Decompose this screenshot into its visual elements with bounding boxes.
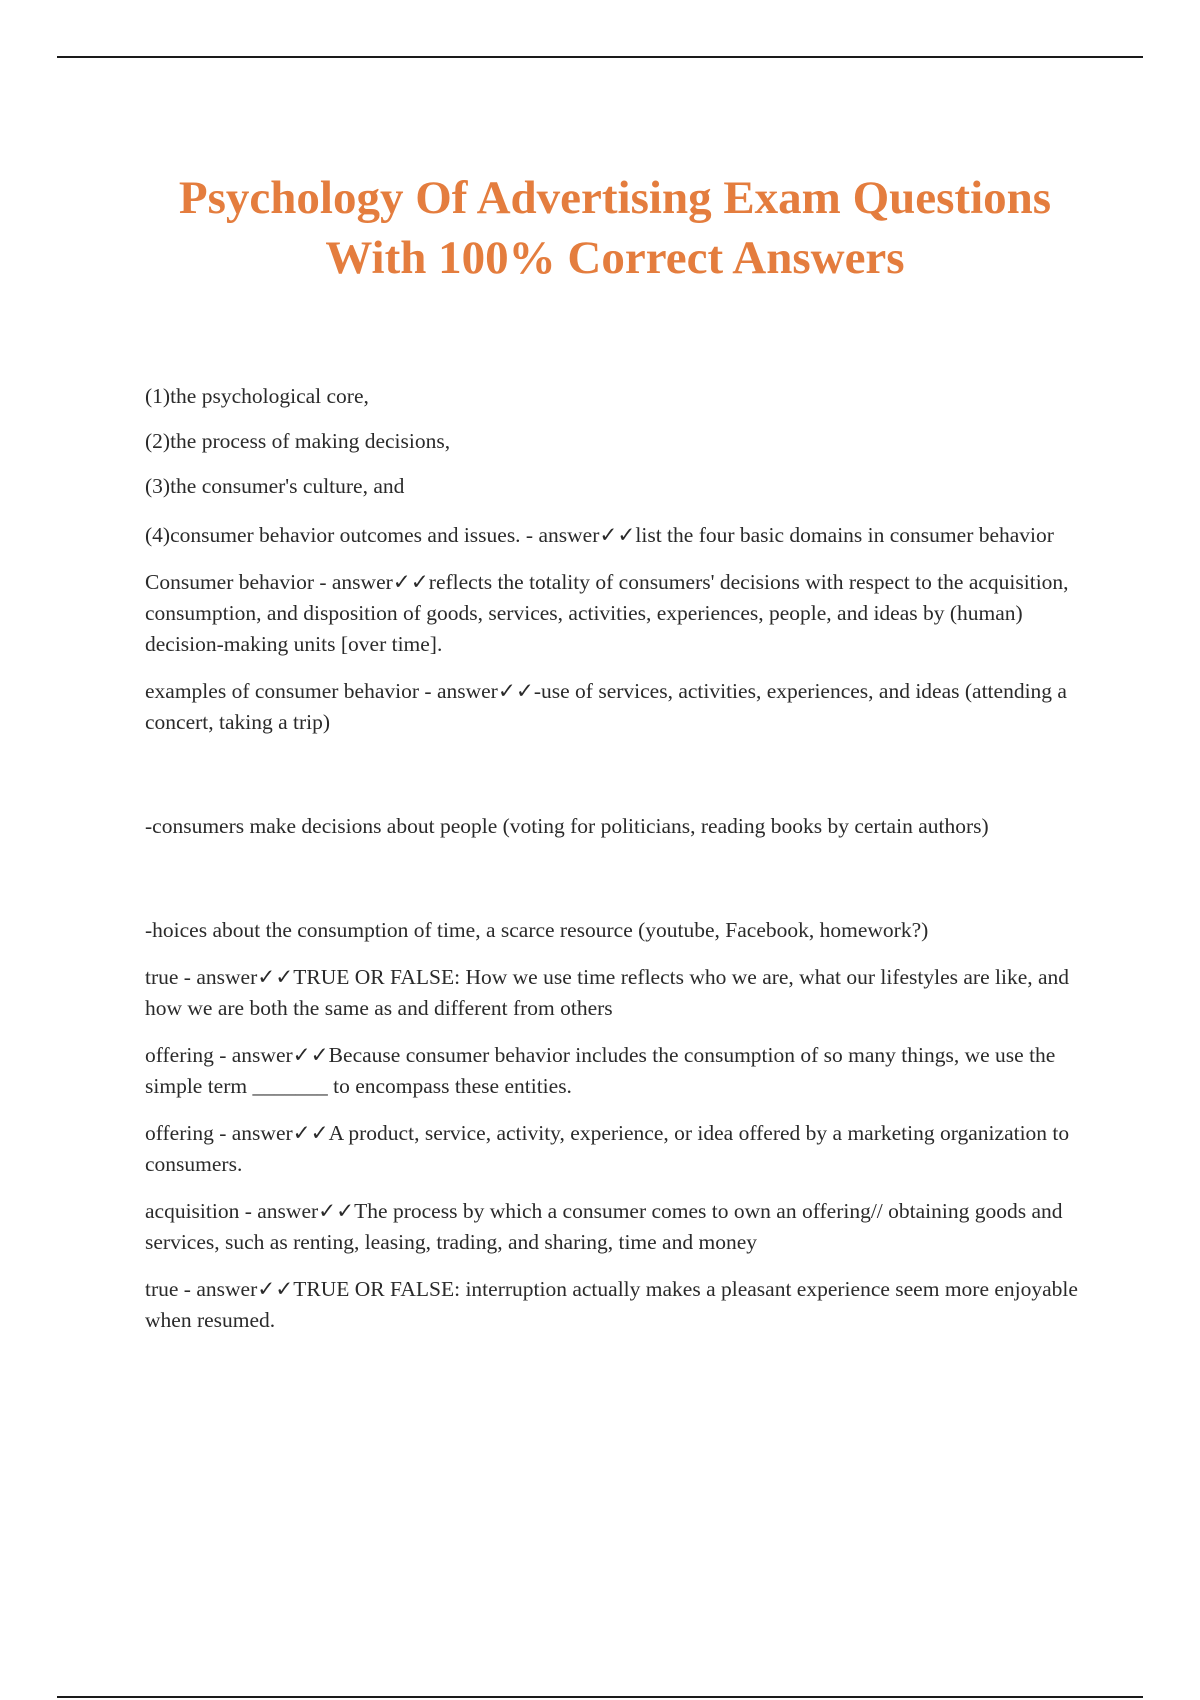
document-body <box>145 381 1085 1352</box>
list-item-1: (1)the psychological core, <box>145 384 369 408</box>
list-item-2: (2)the process of making decisions, <box>145 429 451 453</box>
title-line-1: Psychology Of Advertising Exam Questions <box>178 172 1052 224</box>
title-line-2: With 100% Correct Answers <box>325 232 905 284</box>
qa-time-reflects-who-we-are: true - answer✓✓TRUE OR FALSE: How we use time reflects who we are, what our lifestyles are like, and how we are both the same as and different from others <box>145 965 1070 1020</box>
qa-examples-consumer-behavior: examples of consumer behavior - answer✓✓-use of services, activities, experiences, and ideas (attending a concert, taking a trip) <box>145 679 1067 734</box>
paragraph-decisions-about-people: -consumers make decisions about people (voting for politicians, reading books by certain authors) <box>145 814 989 838</box>
qa-interruption: true - answer✓✓TRUE OR FALSE: interruption actually makes a pleasant experience seem more enjoyable when resumed. <box>145 1277 1078 1332</box>
qa-acquisition: acquisition - answer✓✓The process by which a consumer comes to own an offering// obtaining goods and services, such as renting, leasing, trading, and sharing, time and money <box>145 1199 1063 1254</box>
paragraph-consumption-of-time: -hoices about the consumption of time, a scarce resource (youtube, Facebook, homework?) <box>145 918 929 942</box>
bottom-rule <box>57 1696 1143 1698</box>
qa-consumer-behavior: Consumer behavior - answer✓✓reflects the totality of consumers' decisions with respect to the acquisition, consumption, and disposition of goods, services, activities, experiences, people, and ideas by (human) decision-making units [over time]. <box>145 570 1069 656</box>
qa-offering-term: offering - answer✓✓Because consumer behavior includes the consumption of so many things, we use the simple term _______ to encompass these entities. <box>145 1043 1056 1098</box>
top-rule <box>57 56 1143 58</box>
qa-offering-definition: offering - answer✓✓A product, service, activity, experience, or idea offered by a marketing organization to consumers. <box>145 1121 1070 1176</box>
qa-four-domains: (4)consumer behavior outcomes and issues. - answer✓✓list the four basic domains in consumer behavior <box>145 523 1054 547</box>
document-title <box>60 168 1170 288</box>
list-item-3: (3)the consumer's culture, and <box>145 474 405 498</box>
